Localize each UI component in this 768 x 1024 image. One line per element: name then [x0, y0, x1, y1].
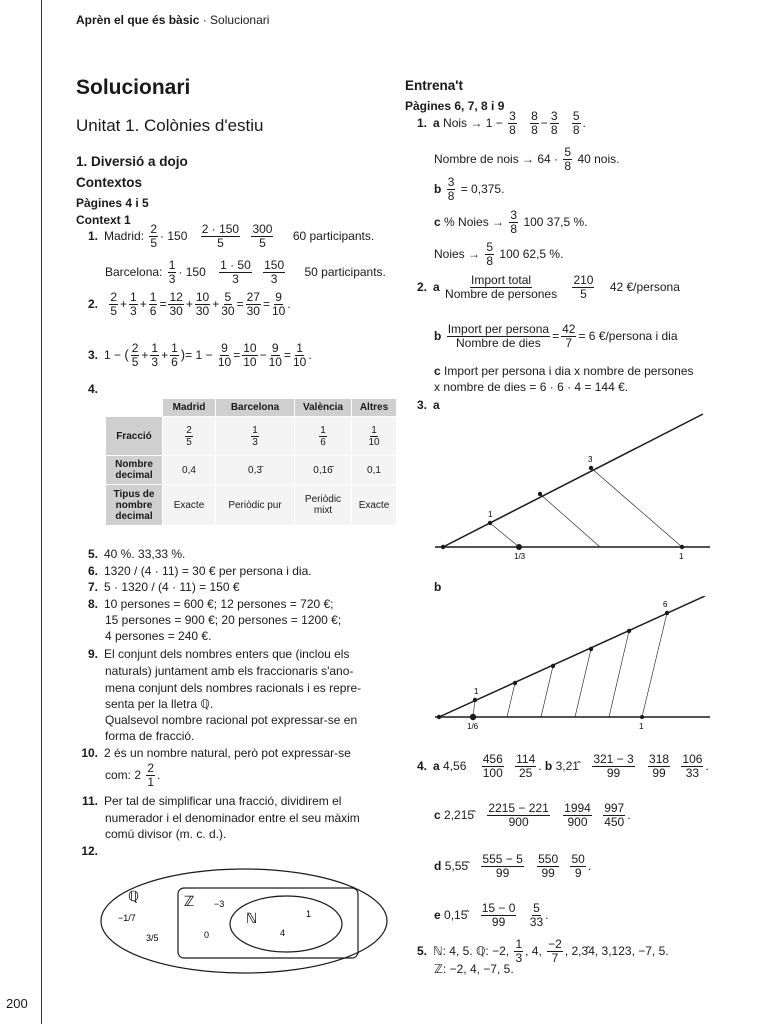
answer-7: 7. 5 · 1320 / (4 · 11) = 150 € — [87, 580, 240, 594]
right-section-title: Entrena't — [405, 78, 463, 93]
answer-11-line2: numerador i el denominador entre el seu màxim — [105, 811, 360, 825]
r-answer-4e: e 0,15̂ $\frac{15 - 0}{99}$ $\frac{5}{33}$ . — [434, 901, 549, 930]
page-number: 200 — [6, 996, 28, 1011]
answer-8-line2: 15 persones = 900 €; 20 persones = 1200 €; — [105, 613, 342, 627]
answer-11: 11. Per tal de simplificar una fracció, dividirem el — [81, 794, 342, 808]
answer-10-line2: com: 2 $\frac{2}{1}$ . — [105, 761, 161, 790]
segment-division-diagram-b — [425, 596, 715, 736]
r-answer-5: 5. ℕ: 4, 5. ℚ: −2, $\frac{1}{3}$ , 4, $\frac{-2}{7}$ , 2,3̂4, 3,123, −7, 5. — [416, 937, 669, 966]
venn-diagram — [98, 866, 390, 976]
answer-9-line4: senta per la lletra ℚ. — [105, 697, 214, 711]
svg-text:1: 1 — [306, 909, 312, 919]
answer-9: 9. El conjunt dels nombres enters que (inclou els — [87, 647, 350, 661]
svg-text:1/6: 1/6 — [467, 722, 479, 731]
section-title: 1. Diversió a dojo — [76, 154, 188, 169]
r-answer-2c-line2: x nombre de dies = 6 · 6 · 4 = 144 €. — [434, 380, 629, 394]
svg-text:3/5: 3/5 — [146, 933, 159, 943]
r-answer-3b-label: b — [434, 580, 442, 594]
svg-text:−1/7: −1/7 — [118, 913, 136, 923]
svg-text:4: 4 — [280, 928, 286, 938]
answer-3: 3. 1 − ( $\frac{2}{5}$ + $\frac{1}{3}$ + $\frac{1}{6}$ )= 1 − $\frac{9}{10}$ = $\frac{10}{10}$ − $\frac{9}{10}$ = $\frac{1}{10}$ . — [87, 341, 312, 370]
natural-set-label: ℕ — [246, 911, 258, 927]
integer-set-label: ℤ — [184, 894, 195, 910]
running-header: Aprèn el que és bàsic · Solucionari — [76, 13, 270, 27]
answer-1-madrid: 1. Madrid: $\frac{2}{5}$ · 150 $\frac{2 \cdot 150}{5}$ $\frac{300}{5}$ 60 participants. — [87, 222, 375, 251]
answer-9-line3: mena conjunt dels nombres racionals i es repre- — [105, 681, 362, 695]
answer-8: 8. 10 persones = 600 €; 12 persones = 720 €; — [87, 597, 334, 611]
answer-2: 2. $\frac{2}{5}$ + $\frac{1}{3}$ + $\frac{1}{6}$ = $\frac{12}{30}$ + $\frac{10}{30}$ + $\frac{5}{30}$ = $\frac{27}{30}$ = $\frac{9}{10}$ . — [87, 290, 291, 319]
answer-9-line5: Qualsevol nombre racional pot expressar-se en — [105, 713, 358, 727]
answer-12: 12. — [81, 844, 98, 858]
table-row: Fracció $\frac{2}{5}$ $\frac{1}{3}$ $\frac{1}{6}$ $\frac{1}{10}$ — [106, 417, 397, 456]
answer-8-line3: 4 persones = 240 €. — [105, 629, 212, 643]
r-answer-5-line2: ℤ: −2, 4, −7, 5. — [434, 962, 514, 976]
unit-title: Unitat 1. Colònies d'estiu — [76, 116, 264, 135]
r-answer-4c: c 2,215̂ $\frac{2215 - 221}{900}$ $\frac{1994}{900}$ $\frac{997}{450}$ . — [434, 801, 631, 830]
r-answer-3a-label: 3. a — [416, 398, 440, 412]
margin-line — [41, 0, 42, 1024]
svg-text:1: 1 — [488, 510, 493, 519]
r-answer-1a: 1. a Nois → 1 − $\frac{3}{8}$ $\frac{8}{8}$ − $\frac{3}{8}$ $\frac{5}{8}$ . — [416, 109, 586, 138]
segment-division-diagram-a — [425, 410, 715, 565]
r-answer-2a: 2. a $\frac{\text{Import total}}{\text{Nombre de persones}}$ $\frac{210}{5}$ 42 €/persona — [416, 273, 680, 302]
svg-text:3: 3 — [588, 455, 593, 464]
svg-text:1: 1 — [639, 722, 644, 731]
r-answer-1d: Noies → $\frac{5}{8}$ 100 62,5 %. — [434, 240, 564, 269]
r-answer-2b: b $\frac{\text{Import per persona}}{\text{Nombre de dies}}$ = $\frac{42}{7}$ = 6 €/persona i dia — [434, 322, 678, 351]
fraction-table: Madrid Barcelona València Altres Fracció $\frac{2}{5}$ $\frac{1}{3}$ $\frac{1}{6}$ $\frac{1}{10}$ Nombre decimal 0,4 0,3̄ 0,16̄ 0,1 Tipus de nombre decimal Exacte Periòdic pur Periòdic mixt Exacte — [105, 398, 397, 526]
answer-1-barcelona: Barcelona: $\frac{1}{3}$ · 150 $\frac{1 \cdot 50}{3}$ $\frac{150}{3}$ 50 participants. — [105, 258, 386, 287]
table-row: Nombre decimal 0,4 0,3̄ 0,16̄ 0,1 — [106, 456, 397, 485]
section-subtitle: Contextos — [76, 175, 143, 190]
r-answer-2c: c Import per persona i dia x nombre de persones — [434, 364, 694, 378]
right-pages-label: Pàgines 6, 7, 8 i 9 — [405, 99, 505, 113]
r-answer-1b: b $\frac{3}{8}$ = 0,375. — [434, 175, 505, 204]
svg-text:0: 0 — [204, 930, 210, 940]
answer-4-number: 4. — [87, 382, 98, 396]
svg-text:1: 1 — [679, 552, 684, 561]
r-answer-4a: 4. a 4,56 $\frac{456}{100}$ $\frac{114}{25}$ . b 3,21̂ $\frac{321 - 3}{99}$ $\frac{318}{99}$ $\frac{106}{33}$ . — [416, 752, 709, 781]
table-row: Tipus de nombre decimal Exacte Periòdic pur Periòdic mixt Exacte — [106, 485, 397, 526]
answer-6: 6. 1320 / (4 · 11) = 30 € per persona i dia. — [87, 564, 312, 578]
r-answer-4d: d 5,55̂ $\frac{555 - 5}{99}$ $\frac{550}{99}$ $\frac{50}{9}$ . — [434, 852, 592, 881]
svg-text:1: 1 — [474, 687, 479, 696]
rational-set-label: ℚ — [128, 889, 140, 905]
answer-10: 10. 2 és un nombre natural, però pot expressar-se — [81, 746, 351, 760]
answer-9-line6: forma de fracció. — [105, 729, 195, 743]
pages-label: Pàgines 4 i 5 — [76, 196, 149, 210]
r-answer-1c: c % Noies → $\frac{3}{8}$ 100 37,5 %. — [434, 208, 588, 237]
page-title: Solucionari — [76, 76, 191, 99]
answer-11-line3: comú divisor (m. c. d.). — [105, 827, 227, 841]
svg-text:6: 6 — [663, 600, 668, 609]
answer-9-line2: naturals) juntament amb els fraccionaris s'ano- — [105, 664, 354, 678]
svg-text:1/3: 1/3 — [514, 552, 526, 561]
answer-5: 5. 40 %. 33,33 %. — [87, 547, 186, 561]
svg-text:−3: −3 — [214, 899, 225, 909]
context-label: Context 1 — [76, 213, 131, 227]
r-answer-1a-line2: Nombre de nois → 64 · $\frac{5}{8}$ 40 nois. — [434, 145, 620, 174]
